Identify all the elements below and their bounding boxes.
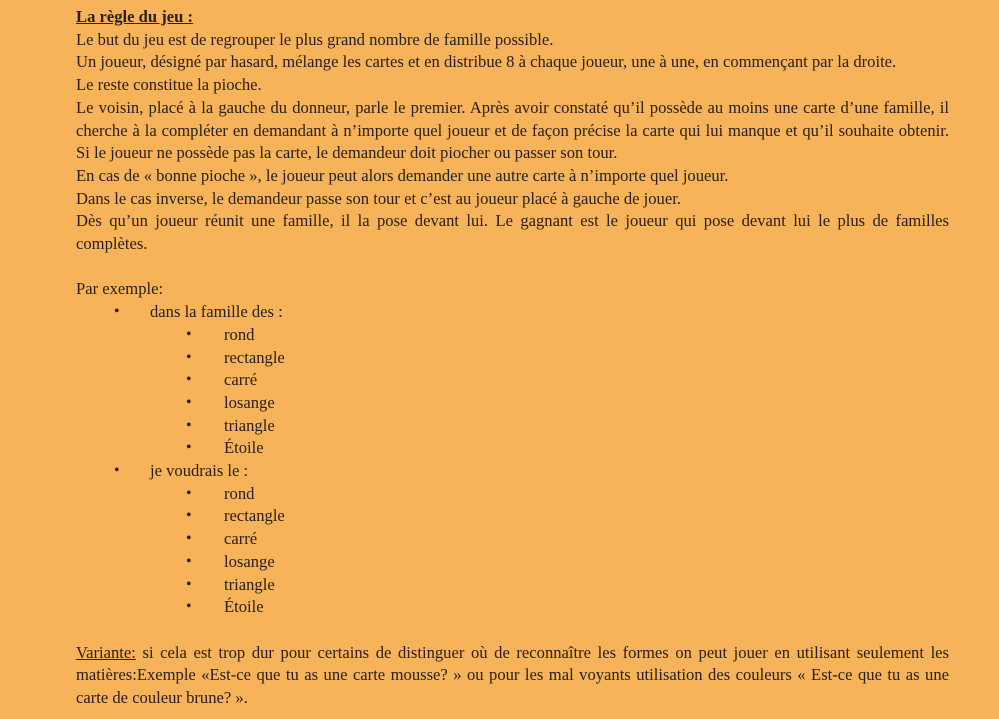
bullet-icon: • [186, 552, 192, 570]
bullet-icon: • [186, 530, 192, 548]
list-item [76, 437, 949, 460]
variante-paragraph [76, 642, 949, 710]
paragraph-turn: Le voisin, placé à la gauche du donneur, parle le premier. Après avoir constaté qu’il possède au moins une carte d’une famille, il cherche à la compléter en demandant à n’importe quel joueur et de façon précise la carte qui lui manque et qu’il souhaite obtenir. Si le joueur ne possède pas la carte, le demandeur doit piocher ou passer son tour. [76, 97, 949, 163]
bullet-icon: • [114, 462, 120, 480]
document-title: La règle du jeu : [76, 7, 194, 26]
shape-name: Étoile [224, 597, 264, 617]
shape-name: rectangle [224, 347, 285, 367]
list-item [76, 596, 949, 619]
bullet-icon: • [186, 325, 192, 343]
bullet-icon: • [114, 303, 120, 321]
list-item [76, 392, 949, 415]
shape-name: triangle [224, 415, 275, 435]
example-label: dans la famille des : [150, 302, 283, 322]
bullet-icon: • [186, 371, 192, 389]
list-item [76, 347, 949, 370]
list-item [76, 528, 949, 551]
shape-name: losange [224, 392, 275, 412]
list-item [76, 324, 949, 347]
shape-name: rectangle [224, 506, 285, 526]
bullet-icon: • [186, 507, 192, 525]
list-item [76, 551, 949, 574]
shape-name: carré [224, 370, 258, 390]
shape-name: carré [224, 529, 258, 549]
list-item [76, 505, 949, 528]
shape-name: losange [224, 551, 275, 571]
paragraph-goal: Le but du jeu est de regrouper le plus grand nombre de famille possible. [76, 29, 554, 49]
list-item [76, 483, 949, 506]
bullet-icon: • [186, 575, 192, 593]
shape-name: Étoile [224, 438, 264, 458]
variante-label: Variante: [76, 642, 136, 662]
example-list [76, 301, 949, 619]
bullet-icon: • [186, 393, 192, 411]
list-item [76, 415, 949, 438]
example-intro: Par exemple: [76, 279, 164, 299]
spacer [76, 256, 949, 279]
paragraph-pile: Le reste constitue la pioche. [76, 75, 262, 95]
bullet-icon: • [186, 348, 192, 366]
paragraph-inverse: Dans le cas inverse, le demandeur passe son tour et c’est au joueur placé à gauche de jouer. [76, 188, 681, 208]
shape-name: rond [224, 324, 255, 344]
paragraph-winner: Dès qu’un joueur réunit une famille, il la pose devant lui. Le gagnant est le joueur qui pose devant lui le plus de familles complètes. [76, 211, 949, 254]
list-item [76, 460, 949, 483]
bullet-icon: • [186, 439, 192, 457]
shape-name: rond [224, 483, 255, 503]
example-label: je voudrais le : [150, 461, 249, 481]
list-item [76, 301, 949, 324]
bullet-icon: • [186, 416, 192, 434]
list-item [76, 369, 949, 392]
bullet-icon: • [186, 484, 192, 502]
paragraph-deal: Un joueur, désigné par hasard, mélange les cartes et en distribue 8 à chaque joueur, une à une, en commençant par la droite. [76, 52, 897, 72]
list-item [76, 574, 949, 597]
variante-text: si cela est trop dur pour certains de distinguer où de reconnaître les formes on peut jouer en utilisant seulement les matières:Exemple «Est-ce que tu as une carte mousse? » ou pour les mal voyants utilisation des couleurs « Est-ce que tu as une carte de couleur brune? ». [76, 642, 949, 708]
bullet-icon: • [186, 598, 192, 616]
paragraph-good-draw: En cas de « bonne pioche », le joueur peut alors demander une autre carte à n’importe quel joueur. [76, 165, 729, 185]
shape-name: triangle [224, 574, 275, 594]
